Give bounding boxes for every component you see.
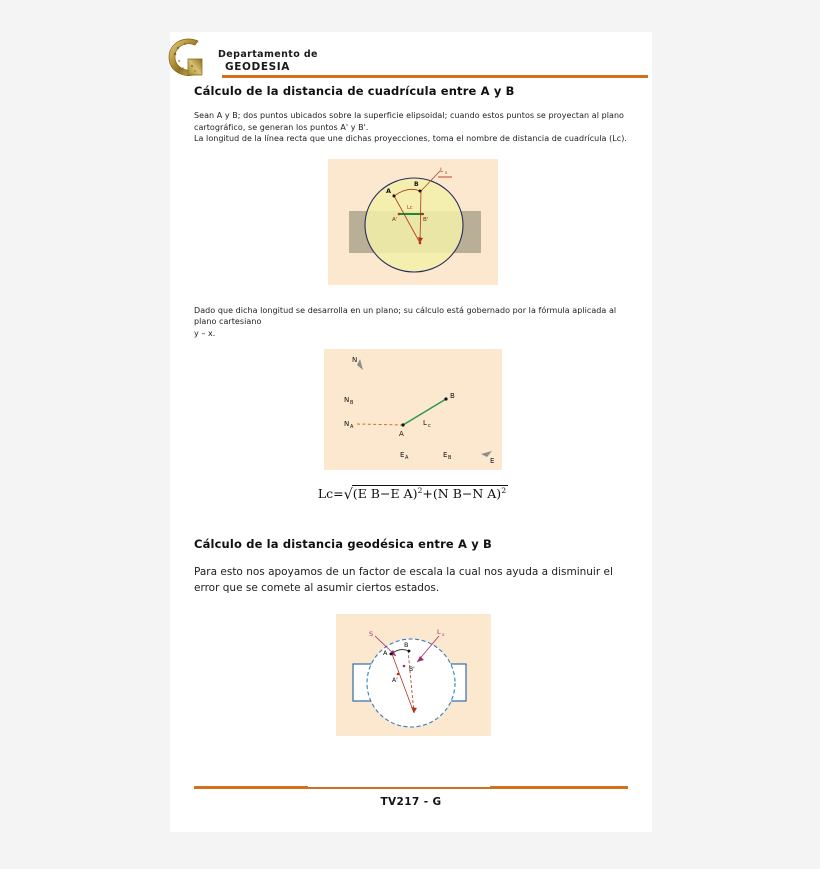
formula-plus: + xyxy=(422,486,433,502)
formula-radical-sign: √ xyxy=(343,487,353,504)
svg-text:N: N xyxy=(344,396,350,404)
footer-divider xyxy=(194,786,628,791)
department-line-2: GEODESIA xyxy=(225,61,291,73)
header-divider xyxy=(222,75,648,78)
svg-text:B: B xyxy=(350,400,354,406)
paragraph-grid-definition: La longitud de la línea recta que une dichas proyecciones, toma el nombre de distancia de cuadrícula (Lc). xyxy=(194,134,627,143)
formula-term1-exponent: 2 xyxy=(417,486,423,495)
paragraph-plane-formula-intro: Dado que dicha longitud se desarrolla en un plano; su cálculo está gobernado por la fórmula aplicada al plano cartesiano xyxy=(194,305,617,326)
svg-text:A: A xyxy=(382,649,387,658)
paragraph-geodesic-intro: Para esto nos apoyamos de un factor de escala la cual nos ayuda a disminuir el error que se comete al asumir ciertos estados. xyxy=(194,566,613,595)
svg-text:N: N xyxy=(352,356,358,364)
formula-term1: E B−E A xyxy=(357,486,413,502)
svg-text:B: B xyxy=(450,392,455,400)
svg-text:L: L xyxy=(436,628,441,637)
ellipsoid-projection-diagram xyxy=(328,159,498,285)
formula-term1-open: ( xyxy=(352,486,358,502)
grid-distance-formula xyxy=(194,486,632,503)
document-page xyxy=(170,32,652,832)
svg-text:s: s xyxy=(441,633,444,639)
formula-term1-close: ) xyxy=(412,486,418,502)
svg-text:c: c xyxy=(428,423,431,429)
figure-1-wrapper xyxy=(194,159,632,289)
footer-bar-middle xyxy=(308,787,490,789)
svg-text:B': B' xyxy=(423,216,429,223)
figure-2-wrapper xyxy=(194,349,632,474)
geodesy-crescent-logo-icon xyxy=(164,34,210,80)
svg-text:A: A xyxy=(399,430,404,438)
department-line-1: Departamento de xyxy=(218,49,318,60)
cartesian-plane-distance-diagram xyxy=(324,349,502,470)
page-footer xyxy=(194,786,628,808)
svg-text:A': A' xyxy=(391,677,398,685)
formula-lhs: Lc= xyxy=(317,486,344,502)
formula-term2-open: ( xyxy=(432,486,438,502)
svg-text:B: B xyxy=(414,180,419,188)
department-title xyxy=(218,48,318,74)
footer-bar-right xyxy=(490,786,628,789)
footer-course-code: TV217 - G xyxy=(380,796,442,808)
page-content xyxy=(194,84,632,740)
svg-text:N: N xyxy=(344,420,350,428)
svg-text:A: A xyxy=(386,186,392,195)
footer-bar-left xyxy=(194,786,308,789)
svg-text:B: B xyxy=(448,455,452,461)
formula-term2: N B−N A xyxy=(437,486,497,502)
svg-text:S: S xyxy=(368,630,373,639)
svg-text:B: B xyxy=(403,641,408,650)
svg-text:L: L xyxy=(440,166,444,174)
svg-text:E: E xyxy=(400,451,405,459)
svg-text:L: L xyxy=(423,419,427,427)
section-title-grid-distance: Cálculo de la distancia de cuadrícula entre A y B xyxy=(194,84,515,98)
page-header xyxy=(170,32,652,80)
paragraph-grid-intro: Sean A y B; dos puntos ubicados sobre la superficie elipsoidal; cuando estos puntos se proyectan al plano cartográfico, se generan los puntos A' y B'. xyxy=(194,111,625,132)
svg-text:s: s xyxy=(445,170,448,176)
svg-text:E: E xyxy=(443,451,448,459)
svg-text:E: E xyxy=(490,457,495,465)
svg-text:A': A' xyxy=(392,216,398,223)
section-title-geodesic-distance: Cálculo de la distancia geodésica entre A y B xyxy=(194,537,492,552)
formula-term2-close: ) xyxy=(496,486,502,502)
svg-text:A: A xyxy=(350,424,354,430)
figure-3-wrapper xyxy=(194,614,632,740)
geodesic-distance-diagram xyxy=(336,614,491,736)
svg-text:Lc: Lc xyxy=(407,204,413,211)
formula-term2-exponent: 2 xyxy=(501,486,507,495)
paragraph-axes: y – x. xyxy=(194,328,216,338)
svg-text:B': B' xyxy=(408,666,415,674)
svg-text:A: A xyxy=(405,455,409,461)
